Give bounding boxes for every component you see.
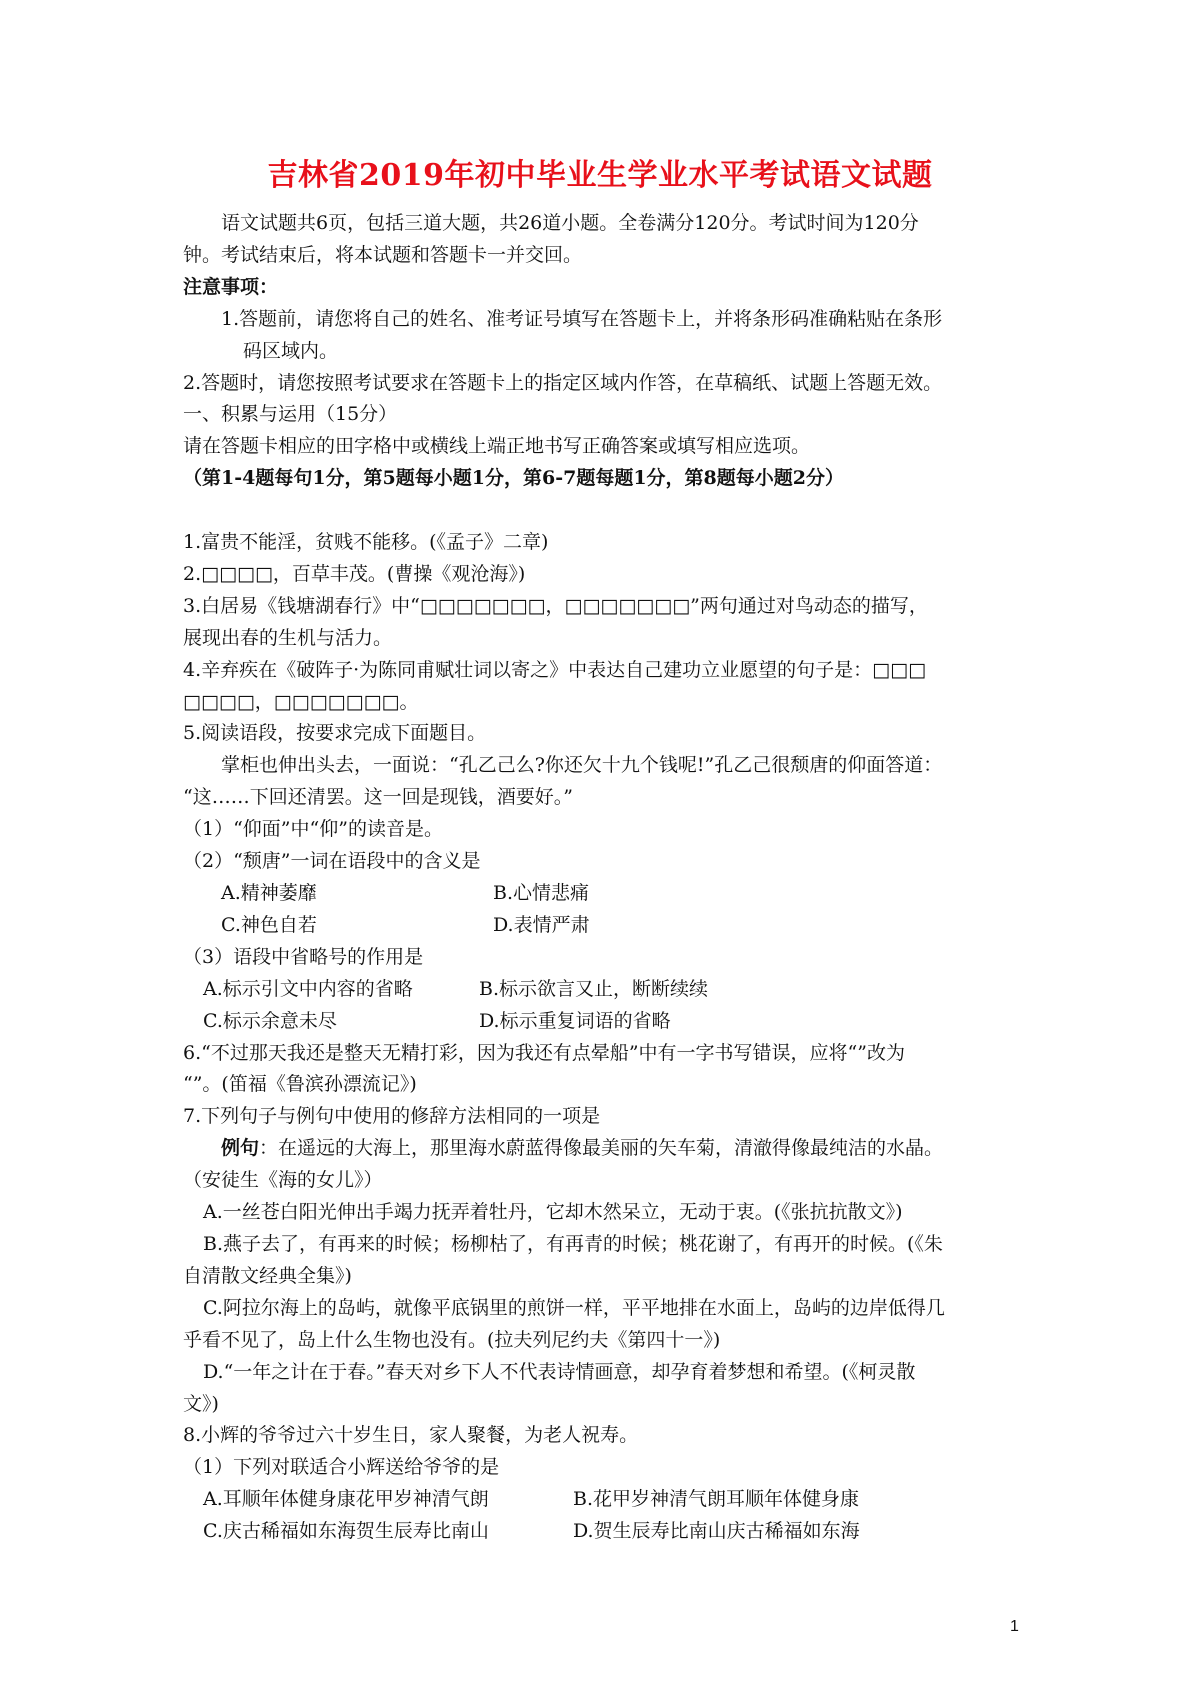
section-instruction: 请在答题卡相应的田字格中或横线上端正地书写正确答案或填写相应选项。 (183, 435, 811, 458)
question-8-1: （1）下列对联适合小辉送给爷爷的是 (183, 1456, 500, 1479)
option-row (183, 910, 1033, 942)
intro-line: 语文试题共6页，包括三道大题，共26道小题。全卷满分120分。考试时间为120分 (221, 212, 919, 234)
option-d: D.表情严肃 (493, 913, 590, 936)
question-7: 7.下列句子与例句中使用的修辞方法相同的一项是 (183, 1105, 601, 1128)
question-4-continued: □□□□，□□□□□□□。 (183, 690, 419, 713)
question-7-example-continued: （安徒生《海的女儿》） (183, 1169, 383, 1192)
option-d: D.贺生辰寿比南山庆古稀福如东海 (573, 1520, 860, 1543)
question-1: 1.富贵不能淫，贫贱不能移。(《孟子》二章) (183, 531, 549, 554)
notice-item: 1.答题前，请您将自己的姓名、准考证号填写在答题卡上，并将条形码准确粘贴在条形 (221, 307, 943, 330)
spacer (183, 495, 1033, 527)
question-3: 3.白居易《钱塘湖春行》中“□□□□□□□，□□□□□□□”两句通过对鸟动态的描写， (183, 594, 928, 617)
document-body (183, 208, 1033, 1548)
option-a: A.一丝苍白阳光伸出手竭力抚弄着牡丹，它却木然呆立，无动于衷。(《张抗抗散文》) (203, 1201, 903, 1224)
section-scoring: （第1-4题每句1分，第5题每小题1分，第6-7题每题1分，第8题每小题2分） (183, 467, 844, 490)
question-6-continued: “”。(笛福《鲁滨孙漂流记》) (183, 1073, 417, 1096)
notice-heading: 注意事项： (183, 275, 279, 298)
option-b-continued: 自清散文经典全集》) (183, 1264, 352, 1287)
option-d: D.“一年之计在于春。”春天对乡下人不代表诗情画意，却孕育着梦想和希望。(《柯灵散 (203, 1360, 916, 1383)
question-5-1: （1）“仰面”中“仰”的读音是。 (183, 818, 443, 841)
question-5-3: （3）语段中省略号的作用是 (183, 945, 424, 968)
option-b: B.花甲岁神清气朗耳顺年体健身康 (573, 1488, 860, 1511)
page-number: 1 (1010, 1618, 1019, 1635)
option-row (183, 974, 1033, 1006)
option-row (183, 878, 1033, 910)
option-c-continued: 乎看不见了，岛上什么生物也没有。(拉夫列尼约夫《第四十一》) (183, 1328, 721, 1351)
option-row (183, 1006, 1033, 1038)
option-row (183, 1484, 1033, 1516)
option-b: B.燕子去了，有再来的时候；杨柳枯了，有再青的时候；桃花谢了，有再开的时候。(《朱 (203, 1232, 943, 1255)
intro-line: 钟。考试结束后，将本试题和答题卡一并交回。 (183, 243, 583, 266)
option-c: C.阿拉尔海上的岛屿，就像平底锅里的煎饼一样，平平地排在水面上，岛屿的边岸低得几 (203, 1296, 945, 1319)
option-a: A.精神萎靡 (221, 882, 317, 905)
question-6: 6.“不过那天我还是整天无精打彩，因为我还有点晕船”中有一字书写错误，应将“”改为 (183, 1041, 905, 1064)
question-5-passage: 掌柜也伸出头去，一面说：“孔乙己么?你还欠十九个钱呢!”孔乙己很颓唐的仰面答道： (221, 754, 943, 777)
question-3-continued: 展现出春的生机与活力。 (183, 626, 393, 649)
example-label: 例句 (221, 1137, 260, 1160)
page-title: 吉林省2019年初中毕业生学业水平考试语文试题 (267, 158, 933, 193)
option-d: D.标示重复词语的省略 (479, 1009, 671, 1032)
option-c: C.庆古稀福如东海贺生辰寿比南山 (203, 1520, 489, 1543)
option-c: C.标示余意未尽 (203, 1009, 337, 1032)
option-a: A.耳顺年体健身康花甲岁神清气朗 (203, 1488, 489, 1511)
option-d-continued: 文》) (183, 1392, 219, 1415)
option-row (183, 1516, 1033, 1548)
option-b: B.心情悲痛 (493, 882, 590, 905)
notice-item-continued: 码区域内。 (243, 339, 339, 362)
question-7-example (183, 1133, 1033, 1165)
notice-item: 2.答题时，请您按照考试要求在答题卡上的指定区域内作答，在草稿纸、试题上答题无效。 (183, 371, 943, 394)
question-5: 5.阅读语段，按要求完成下面题目。 (183, 722, 487, 745)
question-5-passage-continued: “这……下回还清罢。这一回是现钱，酒要好。” (183, 786, 573, 809)
option-b: B.标示欲言又止，断断续续 (479, 977, 709, 1000)
question-2: 2.□□□□，百草丰茂。(曹操《观沧海》) (183, 562, 526, 585)
section-heading: 一、积累与运用（15分） (183, 403, 398, 426)
example-text: ：在遥远的大海上，那里海水蔚蓝得像最美丽的矢车菊，清澈得像最纯洁的水晶。 (259, 1137, 944, 1160)
option-c: C.神色自若 (221, 913, 317, 936)
question-5-2: （2）“颓唐”一词在语段中的含义是 (183, 850, 481, 873)
option-a: A.标示引文中内容的省略 (203, 977, 413, 1000)
question-8: 8.小辉的爷爷过六十岁生日，家人聚餐，为老人祝寿。 (183, 1424, 639, 1447)
question-4: 4.辛弃疾在《破阵子·为陈同甫赋壮词以寄之》中表达自己建功立业愿望的句子是：□□□ (183, 658, 927, 681)
